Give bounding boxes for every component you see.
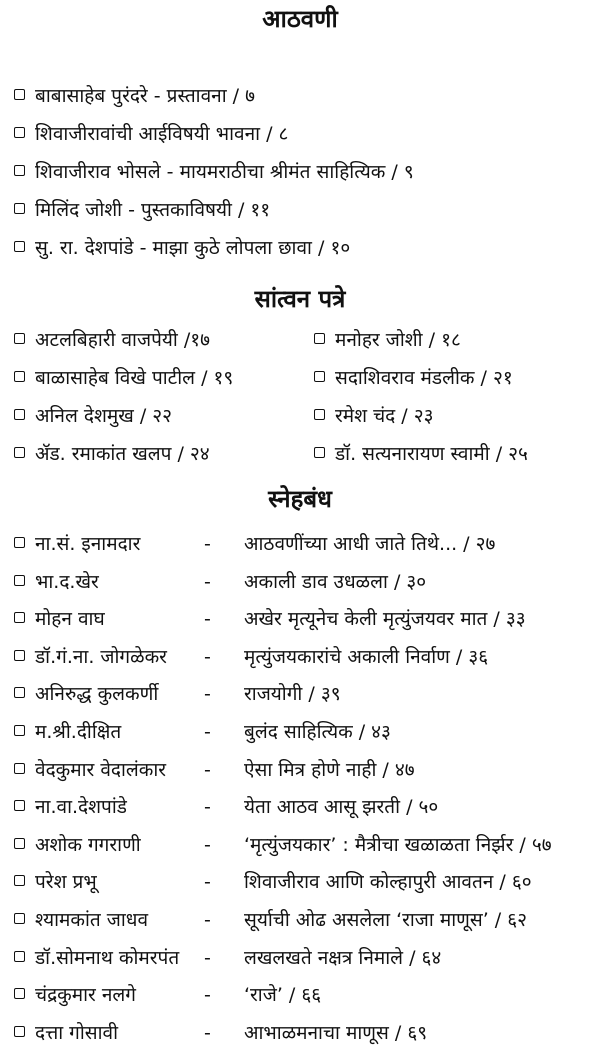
table-row xyxy=(14,647,600,685)
separator-dash: - xyxy=(204,533,211,555)
checkbox-icon xyxy=(14,203,25,214)
article-title: आठवणींच्या आधी जाते तिथे... / २७ xyxy=(244,533,496,555)
article-title: ‘राजे’ / ६६ xyxy=(244,984,322,1007)
separator-dash: - xyxy=(204,833,211,856)
checkbox-icon xyxy=(14,988,25,999)
checkbox-icon xyxy=(14,165,25,176)
author-name xyxy=(14,684,204,722)
author-name xyxy=(14,760,204,798)
entry-text: ॲड. रमाकांत खलप / २४ xyxy=(35,443,210,465)
grid-cell xyxy=(14,444,314,482)
separator-dash: - xyxy=(204,946,211,969)
author-name-text: परेश प्रभू xyxy=(35,871,97,894)
snehbandh-table xyxy=(14,534,600,1060)
section-title-santvan: सांत्वन पत्रे xyxy=(254,285,346,313)
author-name-text: श्यामकांत जाधव xyxy=(35,908,149,931)
table-row xyxy=(14,722,600,760)
section-title-aathavani: आठवणी xyxy=(262,5,338,33)
author-name-text: डॉ.गं.ना. जोगळेकर xyxy=(35,645,167,668)
separator-dash: - xyxy=(204,984,211,1007)
checkbox-icon xyxy=(14,951,25,962)
entry-text: मिलिंद जोशी - पुस्तकाविषयी / ११ xyxy=(35,199,271,221)
grid-cell xyxy=(14,330,314,368)
author-name-text: मोहन वाघ xyxy=(35,608,105,631)
entry-text: सु. रा. देशपांडे - माझा कुठे लोपला छावा / १० xyxy=(35,237,351,259)
aathavani-list xyxy=(14,86,594,276)
separator-dash: - xyxy=(204,720,211,743)
author-name-text: ना.सं. इनामदार xyxy=(35,533,141,555)
author-name-text: चंद्रकुमार नलगे xyxy=(35,984,136,1007)
entry-text: बाबासाहेब पुरंदरे - प्रस्तावना / ७ xyxy=(35,85,255,107)
author-name xyxy=(14,609,204,647)
checkbox-icon xyxy=(14,650,25,661)
author-name-text: भा.द.खेर xyxy=(35,570,99,593)
section-title-snehbandh: स्नेहबंध xyxy=(268,485,332,513)
author-name-text: अशोक गगराणी xyxy=(35,833,141,856)
author-name-text: ना.वा.देशपांडे xyxy=(35,796,127,819)
checkbox-icon xyxy=(14,127,25,138)
list-item xyxy=(14,200,594,238)
author-name xyxy=(14,797,204,835)
separator-dash: - xyxy=(204,908,211,931)
author-name xyxy=(14,910,204,948)
article-title: सूर्याची ओढ असलेला ‘राजा माणूस’ / ६२ xyxy=(244,908,528,931)
article-title: आभाळमनाचा माणूस / ६९ xyxy=(244,1021,428,1044)
list-item xyxy=(14,162,594,200)
table-row xyxy=(14,1023,600,1061)
checkbox-icon xyxy=(314,333,325,344)
entry-text: शिवाजीरावांची आईविषयी भावना / ८ xyxy=(35,123,289,145)
article-title: ऐसा मित्र होणे नाही / ४७ xyxy=(244,758,415,781)
table-row xyxy=(14,684,600,722)
author-name-text: वेदकुमार वेदालंकार xyxy=(35,758,167,781)
table-row xyxy=(14,985,600,1023)
table-row xyxy=(14,609,600,647)
grid-row xyxy=(14,330,594,368)
checkbox-icon xyxy=(14,409,25,420)
grid-cell xyxy=(314,368,594,406)
table-row xyxy=(14,948,600,986)
separator-dash: - xyxy=(204,683,211,706)
author-name xyxy=(14,572,204,610)
table-row xyxy=(14,797,600,835)
checkbox-icon xyxy=(14,89,25,100)
article-title: शिवाजीराव आणि कोल्हापुरी आवतन / ६० xyxy=(244,871,532,894)
author-name-text: म.श्री.दीक्षित xyxy=(35,720,122,743)
grid-cell xyxy=(314,406,594,444)
grid-row xyxy=(14,406,594,444)
table-row xyxy=(14,872,600,910)
list-item xyxy=(14,86,594,124)
author-name xyxy=(14,835,204,873)
separator-dash: - xyxy=(204,871,211,894)
grid-cell xyxy=(314,444,594,482)
grid-cell xyxy=(14,406,314,444)
separator-dash: - xyxy=(204,608,211,631)
checkbox-icon xyxy=(314,447,325,458)
article-title: राजयोगी / ३९ xyxy=(244,683,341,706)
separator-dash: - xyxy=(204,570,211,593)
checkbox-icon xyxy=(14,241,25,252)
checkbox-icon xyxy=(14,575,25,586)
entry-text: डॉ. सत्यनारायण स्वामी / २५ xyxy=(335,443,528,465)
list-item xyxy=(14,124,594,162)
article-title: बुलंद साहित्यिक / ४३ xyxy=(244,720,391,743)
author-name-text: अनिरुद्ध कुलकर्णी xyxy=(35,683,159,706)
grid-row xyxy=(14,444,594,482)
checkbox-icon xyxy=(14,875,25,886)
grid-cell xyxy=(314,330,594,368)
entry-text: मनोहर जोशी / १८ xyxy=(335,329,461,351)
checkbox-icon xyxy=(14,371,25,382)
checkbox-icon xyxy=(314,409,325,420)
grid-row xyxy=(14,368,594,406)
entry-text: शिवाजीराव भोसले - मायमराठीचा श्रीमंत साहित्यिक / ९ xyxy=(35,161,414,183)
checkbox-icon xyxy=(14,800,25,811)
table-row xyxy=(14,534,600,572)
checkbox-icon xyxy=(14,913,25,924)
separator-dash: - xyxy=(204,1021,211,1044)
author-name-text: दत्ता गोसावी xyxy=(35,1021,119,1044)
entry-text: सदाशिवराव मंडलीक / २१ xyxy=(335,367,513,389)
article-title: मृत्युंजयकारांचे अकाली निर्वाण / ३६ xyxy=(244,645,489,668)
separator-dash: - xyxy=(204,645,211,668)
author-name xyxy=(14,985,204,1023)
article-title: ‘मृत्युंजयकार’ : मैत्रीचा खळाळता निर्झर / ५७ xyxy=(244,833,552,856)
checkbox-icon xyxy=(14,333,25,344)
checkbox-icon xyxy=(14,612,25,623)
checkbox-icon xyxy=(14,1026,25,1037)
entry-text: अटलबिहारी वाजपेयी /१७ xyxy=(35,329,211,351)
author-name xyxy=(14,722,204,760)
article-title: येता आठव आसू झरती / ५० xyxy=(244,796,439,819)
separator-dash: - xyxy=(204,758,211,781)
checkbox-icon xyxy=(14,537,25,548)
author-name xyxy=(14,872,204,910)
entry-text: अनिल देशमुख / २२ xyxy=(35,405,173,427)
separator-dash: - xyxy=(204,796,211,819)
entry-text: बाळासाहेब विखे पाटील / १९ xyxy=(35,367,234,389)
article-title: लखलखते नक्षत्र निमाले / ६४ xyxy=(244,946,442,969)
checkbox-icon xyxy=(14,725,25,736)
table-row xyxy=(14,572,600,610)
author-name xyxy=(14,948,204,986)
article-title: अकाली डाव उधळला / ३० xyxy=(244,570,427,593)
santvan-grid xyxy=(14,330,594,482)
author-name xyxy=(14,1023,204,1061)
list-item xyxy=(14,238,594,276)
grid-cell xyxy=(14,368,314,406)
author-name-text: डॉ.सोमनाथ कोमरपंत xyxy=(35,946,180,969)
table-row xyxy=(14,835,600,873)
author-name xyxy=(14,534,204,572)
table-row xyxy=(14,910,600,948)
checkbox-icon xyxy=(14,687,25,698)
checkbox-icon xyxy=(14,838,25,849)
checkbox-icon xyxy=(14,447,25,458)
checkbox-icon xyxy=(14,763,25,774)
article-title: अखेर मृत्यूनेच केली मृत्युंजयवर मात / ३३ xyxy=(244,608,526,631)
table-row xyxy=(14,760,600,798)
checkbox-icon xyxy=(314,371,325,382)
entry-text: रमेश चंद / २३ xyxy=(335,405,434,427)
author-name xyxy=(14,647,204,685)
